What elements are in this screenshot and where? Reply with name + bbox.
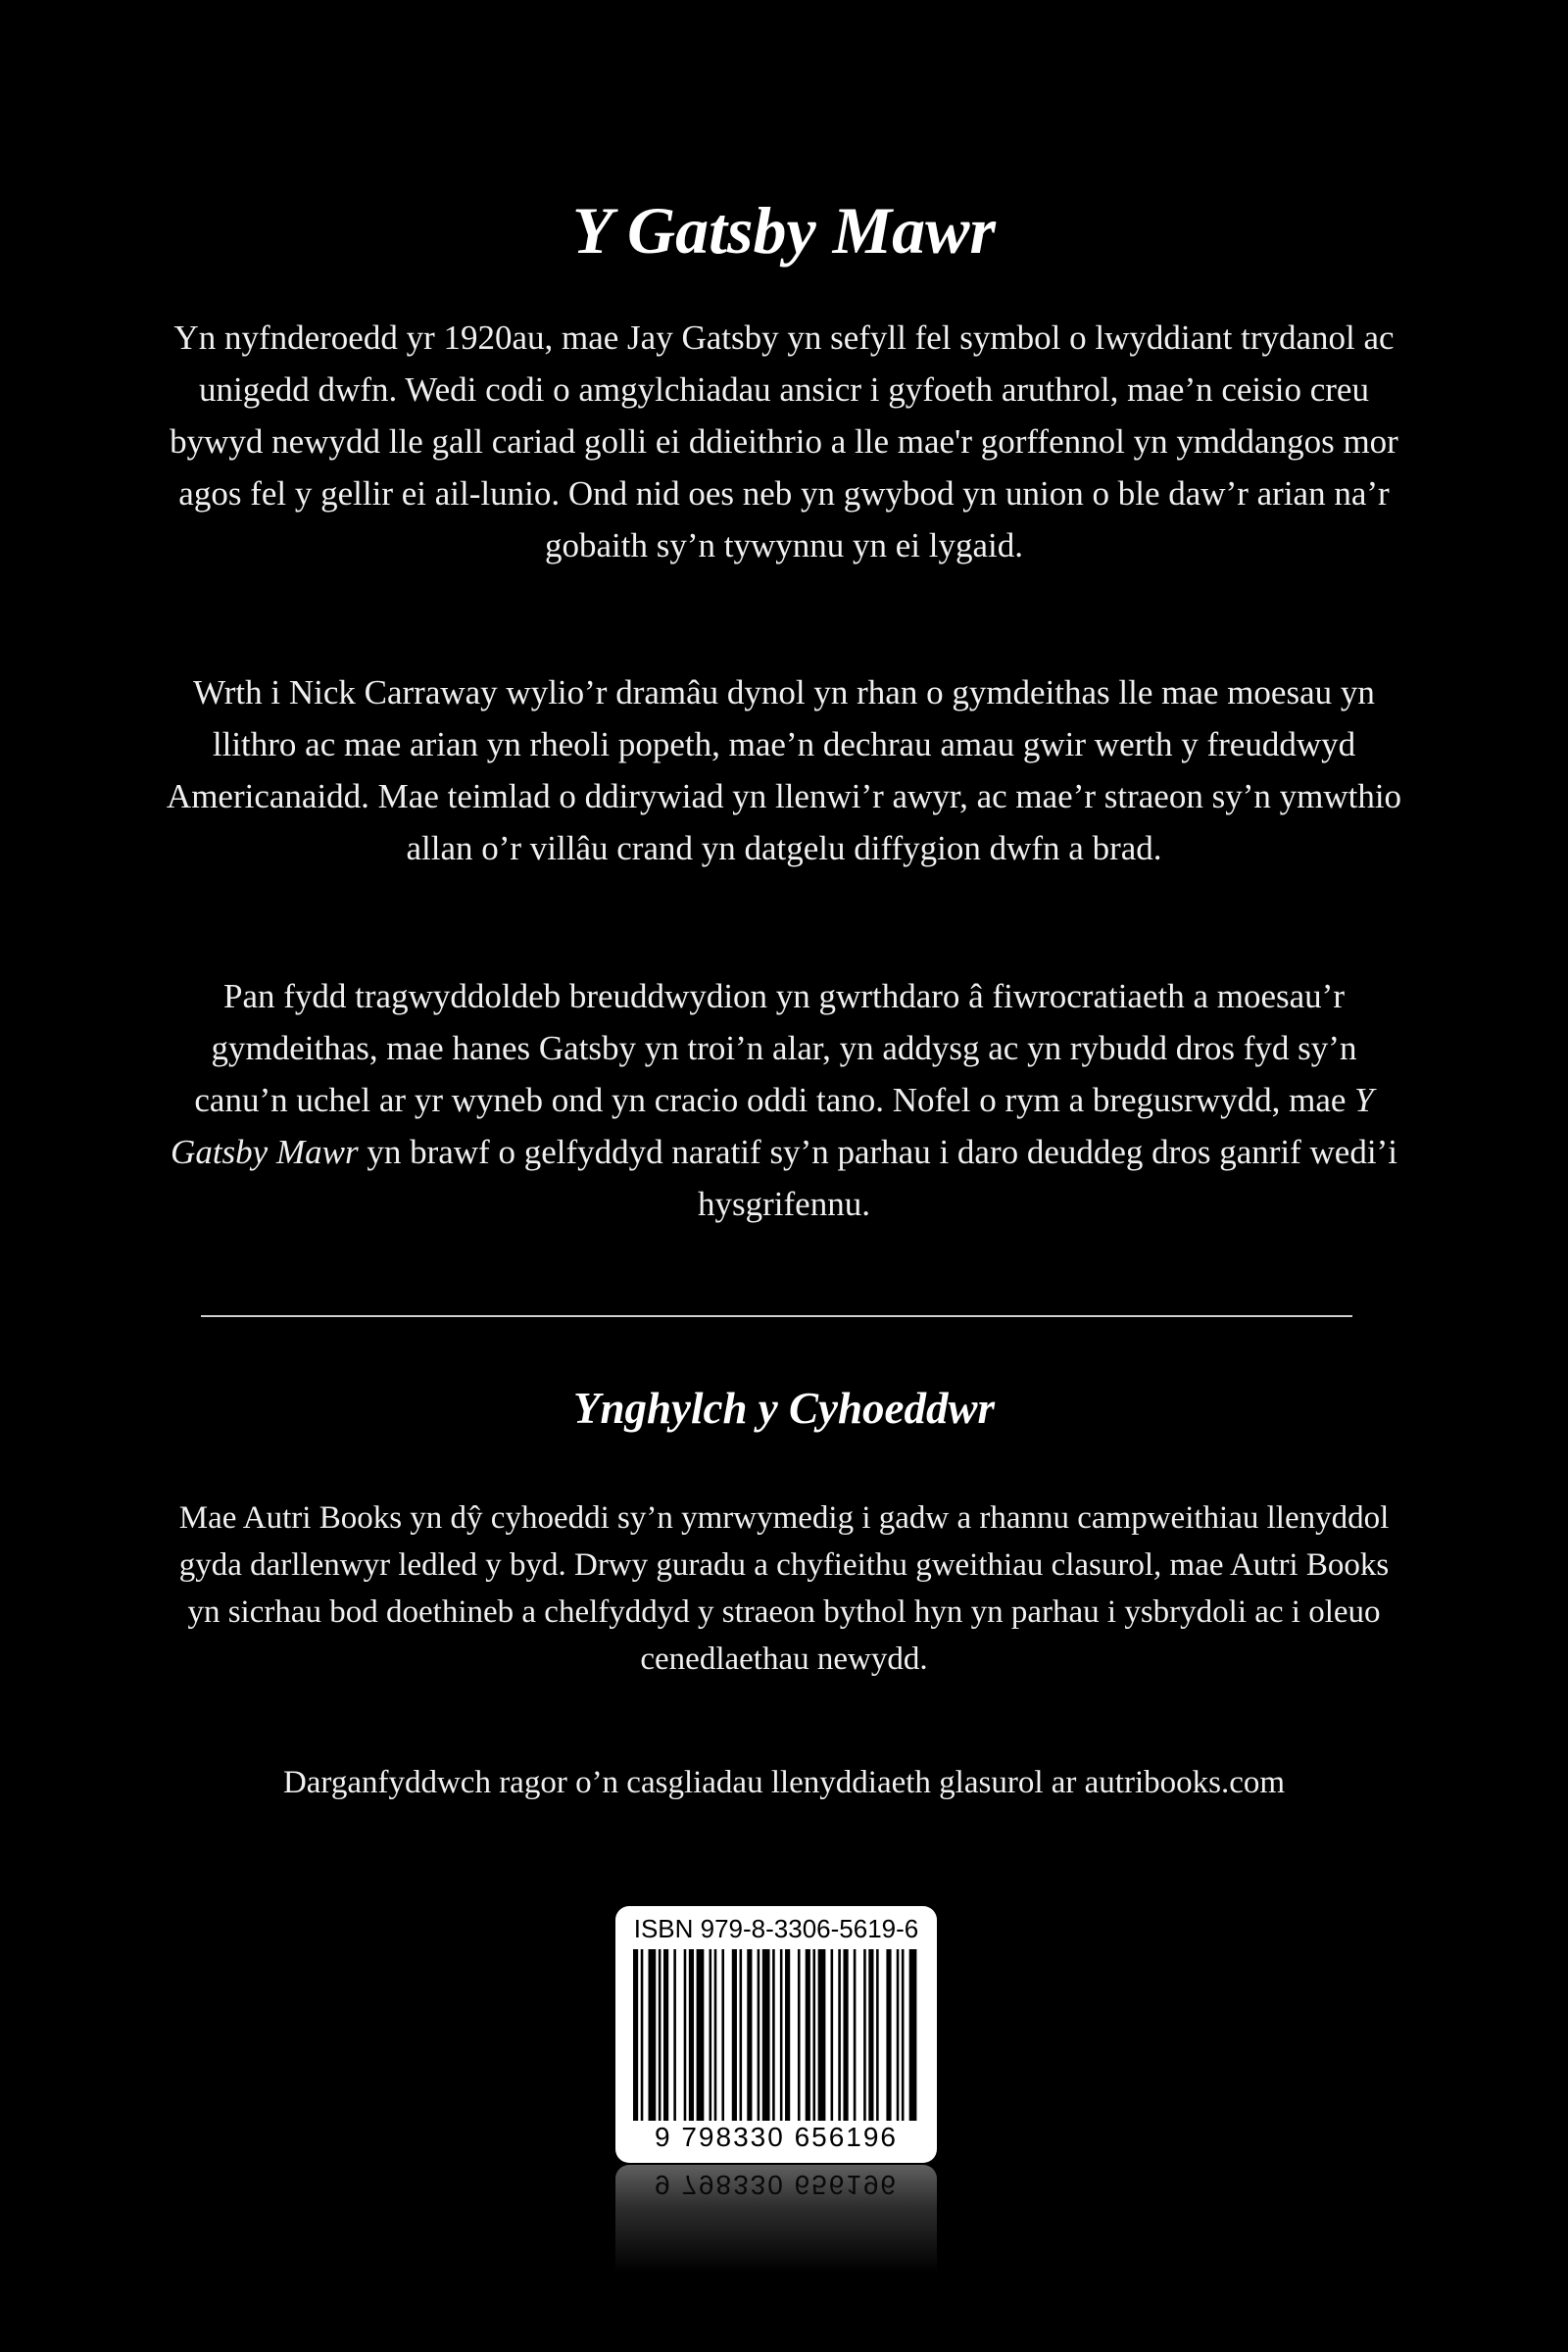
blurb-paragraph-2: Wrth i Nick Carraway wylio’r dramâu dynol yn rhan o gymdeithas lle mae moesau yn llithro ac mae arian yn rheoli popeth, mae’n dechrau amau gwir werth y freuddwyd Americanaidd. Mae teimlad o ddirywiad yn llenwi’r awyr, ac mae’r straeon sy’n ymwthio allan o’r villâu crand yn datgelu diffygion dwfn a brad. [166, 673, 1402, 867]
blurb-paragraph-1: Yn nyfnderoedd yr 1920au, mae Jay Gatsby yn sefyll fel symbol o lwyddiant trydanol ac unigedd dwfn. Wedi codi o amgylchiadau ansicr i gyfoeth aruthrol, mae’n ceisio creu bywyd newydd lle gall cariad golli ei ddieithrio a lle mae'r gorffennol yn ymddangos mor agos fel y gellir ei ail-lunio. Ond nid oes neb yn gwybod yn union o ble daw’r arian na’r gobaith sy’n tywynnu yn ei lygaid. [170, 318, 1398, 564]
barcode-reflection-shade [615, 2165, 937, 2273]
barcode-reflection-digits: 9 798330 656196 [655, 2170, 898, 2200]
publisher-heading: Ynghylch y Cyhoeddwr [572, 1384, 995, 1433]
publisher-website-note: Darganfyddwch ragor o’n casgliadau llenyddiaeth glasurol ar autribooks.com [282, 1765, 1286, 1800]
blurb-paragraph-3-text-end: yn brawf o gelfyddyd naratif sy’n parhau i daro deuddeg dros ganrif wedi’i hysgrifennu. [358, 1133, 1397, 1223]
blurb-paragraph-3 [162, 970, 1406, 1230]
section-divider [201, 1315, 1352, 1317]
blurb-paragraph-3-text-start: Pan fydd tragwyddoldeb breuddwydion yn gwrthdaro â fiwrocratiaeth a moesau’r gymdeithas, mae hanes Gatsby yn troi’n alar, yn addysg ac yn rybudd dros fyd sy’n canu’n uchel ar yr wyneb ond yn cracio oddi tano. Nofel o rym a bregusrwydd, mae [194, 977, 1357, 1119]
barcode-bars [633, 1949, 919, 2121]
isbn-barcode [615, 1906, 937, 2163]
book-title: Y Gatsby Mawr [572, 193, 996, 268]
isbn-number: ISBN 979-8-3306-5619-6 [633, 1914, 919, 1943]
blurb-inline-book-title: Y Gatsby Mawr [171, 1081, 1374, 1171]
barcode-label [615, 1906, 937, 2163]
barcode-reflection [615, 2165, 937, 2273]
publisher-description: Mae Autri Books yn dŷ cyhoeddi sy’n ymrwymedig i gadw a rhannu campweithiau llenyddol gyda darllenwyr ledled y byd. Drwy guradu a chyfieithu gweithiau clasurol, mae Autri Books yn sicrhau bod doethineb a chelfyddyd y straeon bythol hyn yn parhau i ysbrydoli ac i oleuo cenedlaethau newydd. [178, 1500, 1390, 1677]
barcode-digits: 9 798330 656196 [655, 2122, 898, 2152]
